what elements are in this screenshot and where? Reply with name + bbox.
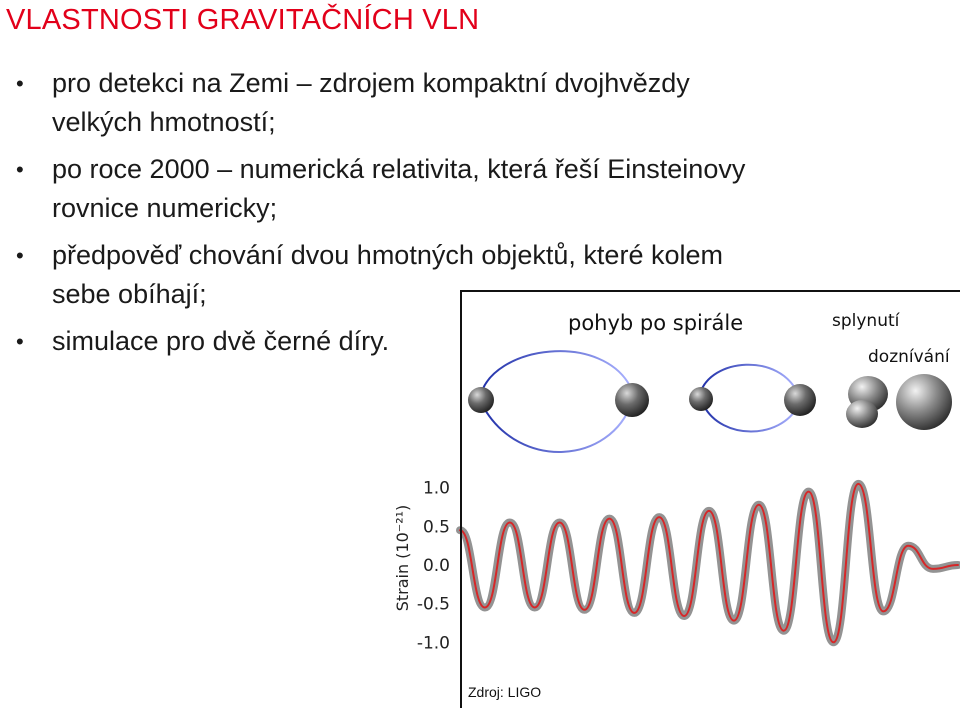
black-hole-right-1 (615, 383, 649, 417)
source-note: Zdroj: LIGO (468, 684, 542, 700)
bullet-item-2 (0, 150, 902, 228)
slide-title: VLASTNOSTI GRAVITAČNÍCH VLN (6, 4, 480, 36)
black-hole-right-2 (784, 384, 816, 416)
bullet-text-line2: velkých hmotností; (52, 107, 276, 137)
gravitational-wave-figure (393, 290, 960, 708)
bullet-text-line1: pro detekci na Zemi – zdrojem kompaktní dvojhvězdy (52, 68, 690, 98)
merger-black-holes (846, 376, 888, 428)
bullet-text-line1: simulace pro dvě černé díry. (52, 326, 390, 356)
label-inspiral: pohyb po spirále (568, 311, 744, 335)
y-tick-label: -0.5 (416, 594, 450, 615)
black-hole-left-2 (689, 387, 713, 411)
orbit-path-1 (480, 351, 632, 452)
bullet-icon: • (16, 71, 24, 96)
label-merger: splynutí (832, 311, 900, 331)
bullet-item-1 (0, 64, 902, 142)
y-tick-label: 0.5 (422, 517, 450, 538)
bullet-text-line2: rovnice numericky; (52, 193, 278, 223)
y-axis (417, 479, 450, 654)
bullet-text-line2: sebe obíhají; (52, 279, 207, 309)
y-tick-label: 0.0 (422, 556, 450, 576)
figure-svg (393, 290, 960, 708)
y-tick-label: 1.0 (422, 478, 450, 499)
figure-border-left (460, 290, 462, 708)
label-ringdown: doznívání (868, 347, 950, 367)
y-tick-label: -1.0 (416, 633, 450, 654)
bullet-icon: • (16, 157, 24, 182)
bullet-text-line1: předpověď chování dvou hmotných objektů, které kolem (52, 240, 723, 270)
bullet-text-line1: po roce 2000 – numerická relativita, která řeší Einsteinovy (52, 154, 746, 184)
orbit-path-2 (700, 365, 798, 432)
series-line-observed (460, 484, 958, 642)
bullet-icon: • (16, 329, 24, 354)
bullet-icon: • (16, 243, 24, 268)
y-axis-title: Strain (10⁻²¹) (393, 504, 412, 612)
black-hole-left-1 (468, 387, 494, 413)
figure-border-top (460, 290, 960, 292)
ringdown-black-hole (896, 374, 952, 430)
strain-series (460, 484, 958, 642)
